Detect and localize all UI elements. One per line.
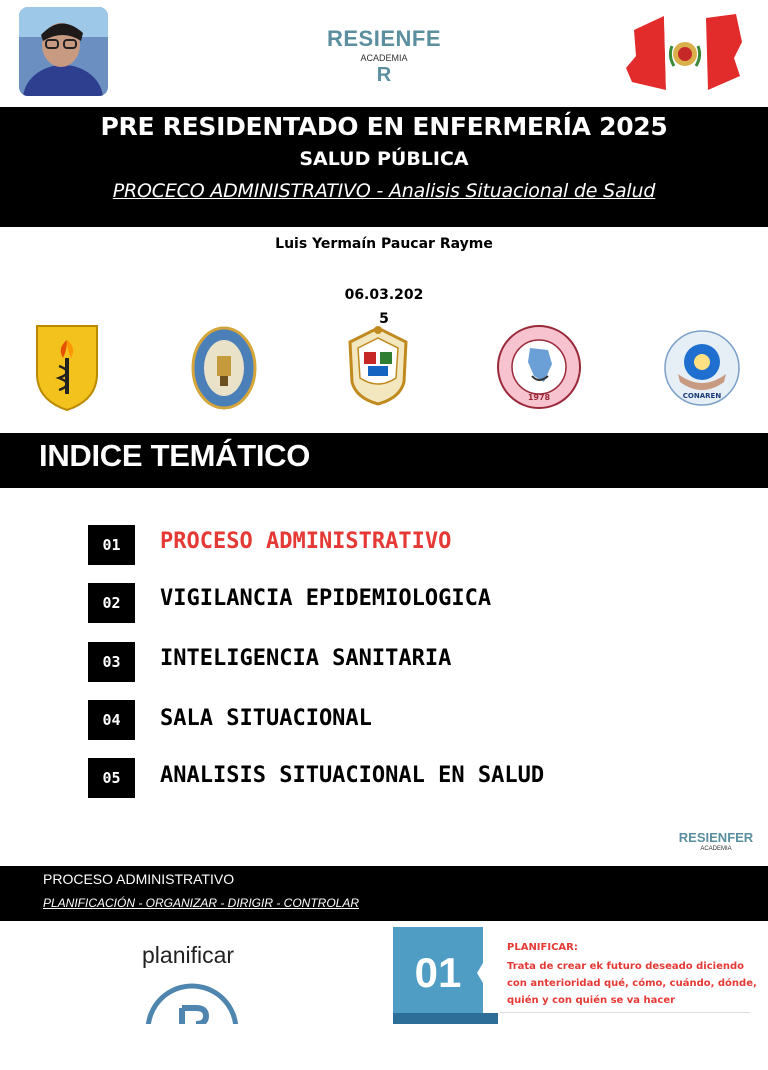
definition-title: PLANIFICAR: [507, 942, 578, 953]
index-item-2-label[interactable]: VIGILANCIA EPIDEMIOLOGICA [160, 586, 492, 611]
conaren-logo [664, 328, 740, 412]
index-item-1-label[interactable]: PROCESO ADMINISTRATIVO [160, 529, 452, 554]
course-topic: PROCECO ADMINISTRATIVO - Analisis Situacional de Salud [112, 180, 656, 202]
conaren-label: CONAREN [682, 392, 722, 400]
nurses-college-seal [496, 324, 582, 414]
index-item-2-number: 02 [88, 583, 135, 623]
step-number: 01 [414, 949, 462, 996]
peru-flag-icon [624, 12, 744, 94]
author-name: Luis Yermaín Paucar Rayme [275, 236, 493, 252]
author-photo [19, 7, 108, 96]
small-brand-logo [672, 830, 760, 853]
definition-text: Trata de crear ek futuro deseado diciendo con anterioridad qué, cómo, cuándo, dónde, quién y con quién se va hacer [507, 961, 757, 1006]
college-year: 1978 [527, 393, 551, 402]
index-item-3-number: 03 [88, 642, 135, 682]
planificar-heading: planificar [142, 942, 235, 968]
university-seal [191, 326, 257, 414]
date-line-1: 06.03.202 [344, 287, 424, 303]
divider [500, 1012, 750, 1013]
small-brand-sub: ACADEMIA [700, 846, 732, 852]
title-banner [0, 107, 768, 227]
brand-sub: ACADEMIA [360, 53, 408, 63]
shield-logo [35, 322, 99, 416]
index-item-5-label[interactable]: ANALISIS SITUACIONAL EN SALUD [160, 763, 545, 788]
index-item-4-number: 04 [88, 700, 135, 740]
index-item-4-label[interactable]: SALA SITUACIONAL [160, 706, 372, 731]
brand-letter: R [376, 64, 392, 86]
index-item-1-number: 01 [88, 525, 135, 565]
small-brand-name: RESIENFER [678, 830, 754, 845]
brand-logo [284, 26, 484, 86]
section-subtitle: PLANIFICACIÓN - ORGANIZAR - DIRIGIR - CONTROLAR [43, 896, 360, 910]
main-title: PRE RESIDENTADO EN ENFERMERÍA 2025 [100, 112, 668, 141]
index-item-3-label[interactable]: INTELIGENCIA SANITARIA [160, 646, 452, 671]
section-title: PROCESO ADMINISTRATIVO [43, 871, 235, 887]
brand-name: RESIENFE [326, 26, 442, 51]
university-crest [344, 324, 412, 410]
index-title: INDICE TEMÁTICO [39, 438, 311, 473]
course-subject: SALUD PÚBLICA [299, 148, 469, 170]
index-item-5-number: 05 [88, 758, 135, 798]
date-line-2: 5 [379, 311, 389, 327]
brand-r-circle-icon [142, 980, 242, 1070]
